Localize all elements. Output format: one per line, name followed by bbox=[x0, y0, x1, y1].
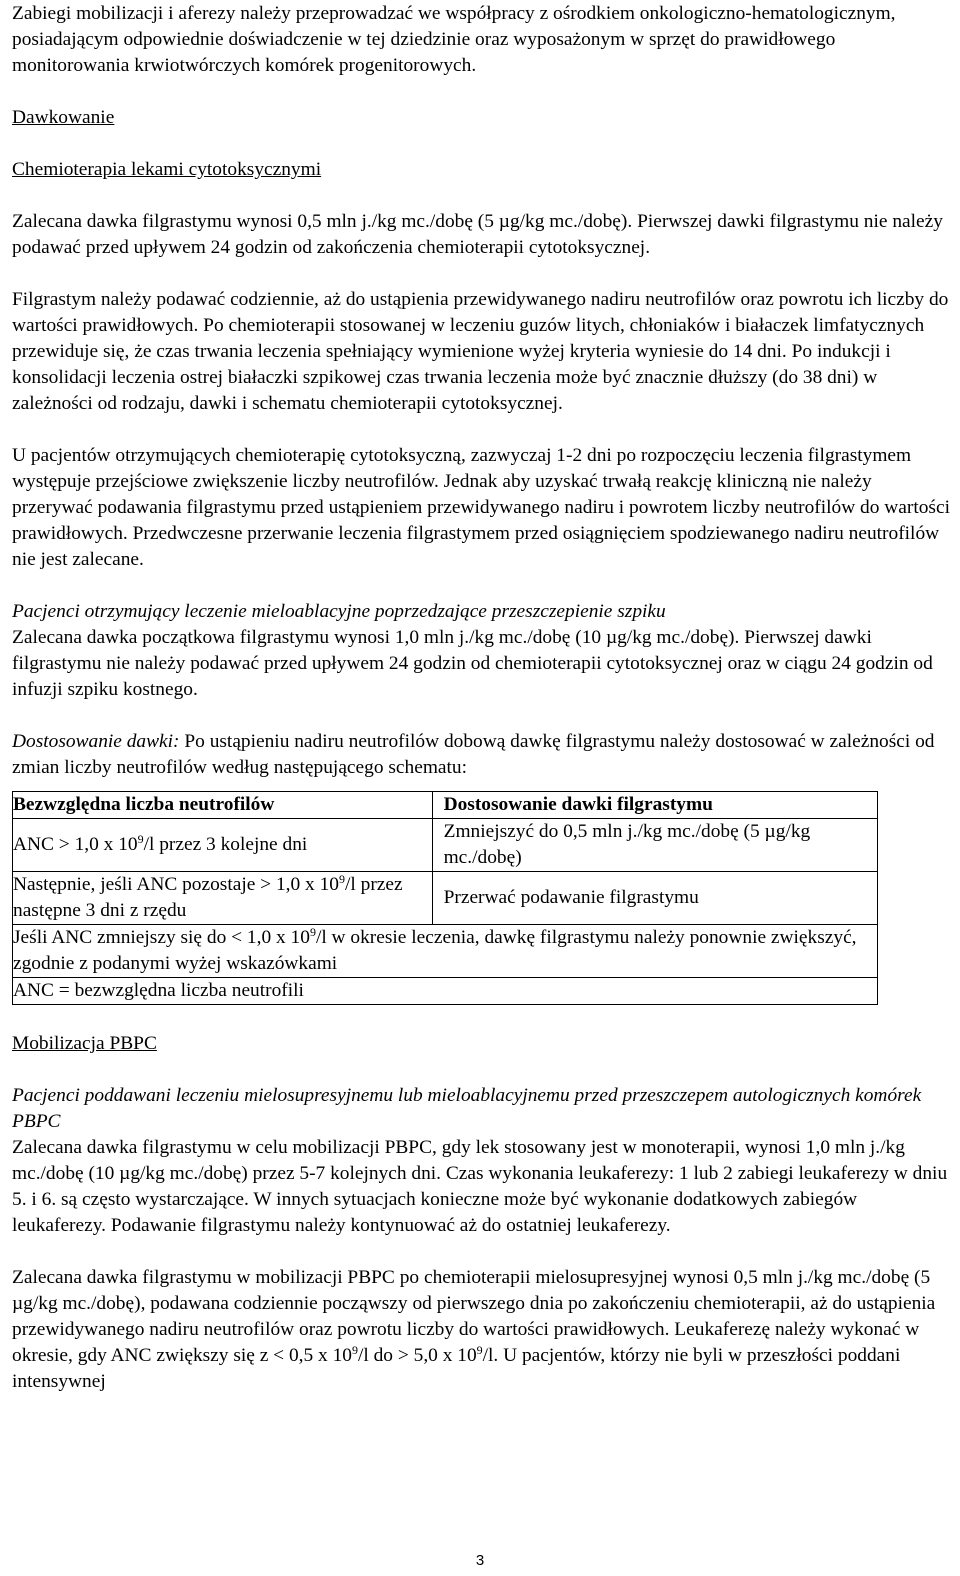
dose-adjustment-label: Dostosowanie dawki: bbox=[12, 731, 180, 752]
dose-adjustment-table bbox=[12, 791, 878, 1005]
paragraph-recommended-dose: Zalecana dawka filgrastymu wynosi 0,5 mln j./kg mc./dobę (5 µg/kg mc./dobę). Pierwszej dawki filgrastymu nie należy podawać przed upływem 24 godzin od zakończenia chemioterapii cytotoksycznej. bbox=[12, 211, 943, 258]
heading-pbpc-patients: Pacjenci poddawani leczeniu mielosupresyjnemu lub mieloablacyjnemu przed przeszczepem autologicznych komórek PBPC bbox=[12, 1085, 922, 1132]
paragraph-neutrophil-increase: U pacjentów otrzymujących chemioterapię cytotoksyczną, zazwyczaj 1-2 dni po rozpoczęciu leczenia filgrastymem występuje przejściowe zwiększenie liczby neutrofilów. Jednak aby uzyskać trwałą reakcję kliniczną nie należy przerywać podawania filgrastymu przed ustąpieniem przewidywanego nadiru i powrotem liczby neutrofilów do wartości prawidłowych. Przedwczesne przerwanie leczenia filgrastymem przed osiągnięciem spodziewanego nadiru neutrofilów nie jest zalecane. bbox=[12, 445, 950, 570]
table-row bbox=[13, 872, 878, 925]
heading-myeloablative-patients: Pacjenci otrzymujący leczenie mieloablacyjne poprzedzające przeszczepienie szpiku bbox=[12, 601, 666, 622]
table-cell-anc-condition: Następnie, jeśli ANC pozostaje > 1,0 x $10^9/l$ przez następne 3 dni z rzędu bbox=[13, 872, 433, 925]
table-row bbox=[13, 925, 878, 978]
heading-dosage: Dawkowanie bbox=[12, 107, 115, 128]
heading-pbpc-mobilization: Mobilizacja PBPC bbox=[12, 1033, 157, 1054]
paragraph-pbpc-after-chemo: Zalecana dawka filgrastymu w mobilizacji PBPC po chemioterapii mielosupresyjnej wynosi 0,5 mln j./kg mc./dobę (5 µg/kg mc./dobę), podawana codziennie począwszy od pierwszego dnia po zakończeniu chemioterapii, aż do ustąpienia przewidywanego nadiru neutrofilów oraz powrotu liczby do wartości prawidłowych. Leukaferezę należy wykonać w okresie, gdy ANC zwiększy się z < 0,5 x $10^9/l$ do > 5,0 x $10^9/l$. U pacjentów, którzy nie byli w przeszłości poddani intensywnej bbox=[12, 1267, 936, 1392]
table-header-row bbox=[13, 792, 878, 819]
table-cell-increase-note: Jeśli ANC zmniejszy się do < 1,0 x $10^9/l$ w okresie leczenia, dawkę filgrastymu należy ponownie zwiększyć, zgodnie z podanymi wyżej wskazówkami bbox=[13, 925, 878, 978]
paragraph-dose-adjustment bbox=[12, 729, 952, 781]
table-cell-anc-condition: ANC > 1,0 x $10^9/l$ przez 3 kolejne dni bbox=[13, 819, 433, 872]
heading-chemotherapy: Chemioterapia lekami cytotoksycznymi bbox=[12, 159, 322, 180]
table-header-anc: Bezwzględna liczba neutrofilów bbox=[13, 792, 433, 819]
paragraph-initial-dose: Zalecana dawka początkowa filgrastymu wynosi 1,0 mln j./kg mc./dobę (10 µg/kg mc./dobę). Pierwszej dawki filgrastymu nie należy podawać przed upływem 24 godzin od chemioterapii cytotoksycznej oraz w ciągu 24 godzin od infuzji szpiku kostnego. bbox=[12, 627, 933, 700]
paragraph-mobilization-intro: Zabiegi mobilizacji i aferezy należy przeprowadzać we współpracy z ośrodkiem onkologiczno-hematologicznym, posiadającym odpowiednie doświadczenie w tej dziedzinie oraz wyposażonym w sprzęt do prawidłowego monitorowania krwiotwórczych komórek progenitorowych. bbox=[12, 3, 896, 76]
paragraph-pbpc-monotherapy: Zalecana dawka filgrastymu w celu mobilizacji PBPC, gdy lek stosowany jest w monoterapii, wynosi 1,0 mln j./kg mc./dobę (10 µg/kg mc./dobę) przez 5-7 kolejnych dni. Czas wykonania leukaferezy: 1 lub 2 zabiegi leukaferezy w dniu 5. i 6. są często wystarczające. W innych sytuacjach konieczne może być wykonanie dodatkowych zabiegów leukaferezy. Podawanie filgrastymu należy kontynuować aż do ostatniej leukaferezy. bbox=[12, 1137, 948, 1236]
page-number: 3 bbox=[475, 1552, 485, 1569]
paragraph-daily-administration: Filgrastym należy podawać codziennie, aż do ustąpienia przewidywanego nadiru neutrofilów oraz powrotu ich liczby do wartości prawidłowych. Po chemioterapii stosowanej w leczeniu guzów litych, chłoniaków i białaczek limfatycznych przewiduje się, że czas trwania leczenia spełniający wymienione wyżej kryteria wyniesie do 14 dni. Po indukcji i konsolidacji leczenia ostrej białaczki szpikowej czas trwania leczenia może być znacznie dłuższy (do 38 dni) w zależności od rodzaju, dawki i schematu chemioterapii cytotoksycznej. bbox=[12, 289, 949, 414]
dose-adjustment-text: Po ustąpieniu nadiru neutrofilów dobową dawkę filgrastymu należy dostosować w zależności od zmian liczby neutrofilów według następującego schematu: bbox=[12, 731, 935, 778]
table-cell-anc-definition: ANC = bezwzględna liczba neutrofili bbox=[13, 978, 878, 1005]
document-page bbox=[12, 1, 952, 1395]
table-header-dose: Dostosowanie dawki filgrastymu bbox=[432, 792, 877, 819]
table-cell-dose-action: Zmniejszyć do 0,5 mln j./kg mc./dobę (5 µg/kg mc./dobę) bbox=[432, 819, 877, 872]
table-cell-dose-action: Przerwać podawanie filgrastymu bbox=[432, 872, 877, 925]
table-row bbox=[13, 819, 878, 872]
table-row bbox=[13, 978, 878, 1005]
